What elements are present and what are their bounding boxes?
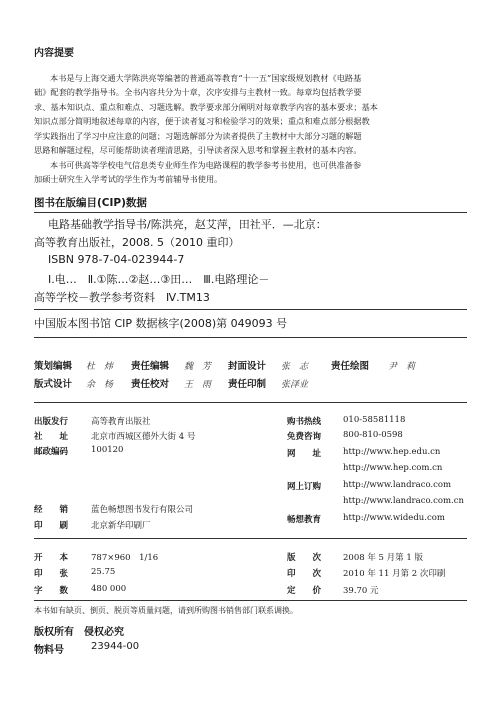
format-value: 787×960 1/16 [91,553,159,563]
cip-isbn-line: ISBN 978-7-04-023944-7 [48,253,185,266]
abstract-line: 知识点部分简明地叙述每章的内容，便于读者复习和检验学习的效果；重点和难点部分根据教 [34,116,370,127]
format-label: 开 本 [34,553,69,563]
address-label: 社 址 [34,432,69,442]
edition-label: 版 次 [287,553,322,563]
credit-label: 责任编辑 [131,361,170,372]
postcode-label: 邮政编码 [34,447,69,457]
abstract-line: 加硕士研究生入学考试的学生作为考前辅导书使用。 [34,174,223,185]
cip-middle-rule [34,309,467,310]
printer-label: 印 刷 [34,521,69,531]
hotline-value: 010-58581118 [343,415,406,425]
cip-classification-line-2: 高等学校－教学参考资料 Ⅳ.TM13 [34,291,210,304]
credit-value: 魏 芳 [184,362,212,372]
credit-label: 责任绘图 [331,361,370,372]
sheets-value: 25.75 [91,567,116,577]
website-link[interactable]: http://www.hep.edu.cn [343,447,441,457]
footer-top-rule [34,600,467,601]
abstract-line: 学实践指出了学习中应注意的问题；习题选解部分为读者提供了主教材中大部分习题的解题 [34,130,362,141]
abstract-paragraph-2 [34,158,466,187]
credit-label: 策划编辑 [34,361,73,372]
distributor-label: 经 销 [34,505,69,515]
edition-value: 2008 年 5 月第 1 版 [343,553,423,563]
abstract-line: 求、基本知识点、重点和难点、习题选解。教学要求部分阐明对每章教学内容的基本要求；基本 [34,101,378,112]
credit-value: 张 志 [281,362,309,372]
rights-reserved: 版权所有 侵权必究 [34,627,124,638]
cip-classification-line: Ⅰ.电… Ⅱ.①陈…②赵…③田… Ⅲ.电路理论－ [48,273,270,286]
online-order-link[interactable]: http://www.landraco.com [343,480,452,490]
website-label: 网 址 [287,449,322,459]
credit-value: 尹 莉 [388,362,416,372]
abstract-line: 思路和解题过程，尽可能帮助读者理清思路，引导读者深入思考和掌握主教材的基本内容。 [34,145,362,156]
price-label: 定 价 [287,586,322,596]
address-value: 北京市西城区德外大街 4 号 [91,432,196,442]
printer-value: 北京新华印刷厂 [91,521,151,531]
cip-heading: 图书在版编目(CIP)数据 [34,197,147,209]
quality-notice: 本书如有缺页、倒页、脱页等质量问题，请到所购图书销售部门联系调换。 [34,606,298,615]
credits-row-1 [34,358,474,372]
cip-publisher-line: 高等教育出版社，2008. 5（2010 重印） [34,236,240,249]
wordcount-value: 480 000 [91,584,127,594]
website-link[interactable]: http://www.hep.com.cn [343,463,443,473]
abstract-line: 础》配套的教学指导书。全书内容共分为十章，次序安排与主教材一致。每章均包括教学要 [34,87,362,98]
specs-top-rule [34,538,467,539]
abstract-line: 本书是与上海交通大学陈洪亮等编著的普通高等教育“十一五”国家级规划教材《电路基 [50,73,362,83]
consult-value: 800-810-0598 [343,430,403,440]
credit-value: 余 杨 [86,380,114,390]
item-number-label: 物料号 [34,645,64,656]
hotline-label: 购书热线 [287,417,322,427]
printing-value: 2010 年 11 月第 2 次印刷 [343,569,446,579]
credit-label: 版式设计 [34,379,73,390]
credit-value: 杜 炜 [86,362,114,372]
consult-label: 免费咨询 [287,432,322,442]
online-order-link[interactable]: http://www.landraco.com.cn [343,496,464,506]
credit-value: 张泽业 [281,380,309,390]
sheets-label: 印 张 [34,569,69,579]
cip-title-line: 电路基础教学指导书/陈洪亮，赵艾萍，田社平．—北京： [48,218,327,231]
cip-top-rule [34,212,467,213]
abstract-paragraph-1 [34,71,466,157]
cip-bottom-rule [34,337,467,338]
credit-label: 责任校对 [131,379,170,390]
credit-label: 封面设计 [228,361,267,372]
online-order-label: 网上订购 [287,482,322,492]
cip-data-number: 中国版本图书馆 CIP 数据核字(2008)第 049093 号 [34,317,288,330]
wordcount-label: 字 数 [34,586,69,596]
publisher-label: 出版发行 [34,417,69,427]
credits-row-2 [34,376,474,390]
publisher-top-rule [34,402,467,403]
distributor-value: 蓝色畅想图书发行有限公司 [91,505,194,515]
credit-value: 王 雨 [184,380,212,390]
publisher-name: 高等教育出版社 [91,417,151,427]
abstract-line: 本书可供高等学校电气信息类专业师生作为电路课程的教学参考书使用，也可供准备参 [50,160,362,170]
credit-label: 责任印制 [228,379,267,390]
education-label: 畅想教育 [287,515,322,525]
printing-label: 印 次 [287,569,322,579]
price-value: 39.70 元 [343,586,379,596]
item-number: 23944-00 [91,641,140,652]
postcode-value: 100120 [91,445,124,455]
education-link[interactable]: http://www.widedu.com [343,513,445,523]
abstract-heading: 内容提要 [34,48,74,59]
